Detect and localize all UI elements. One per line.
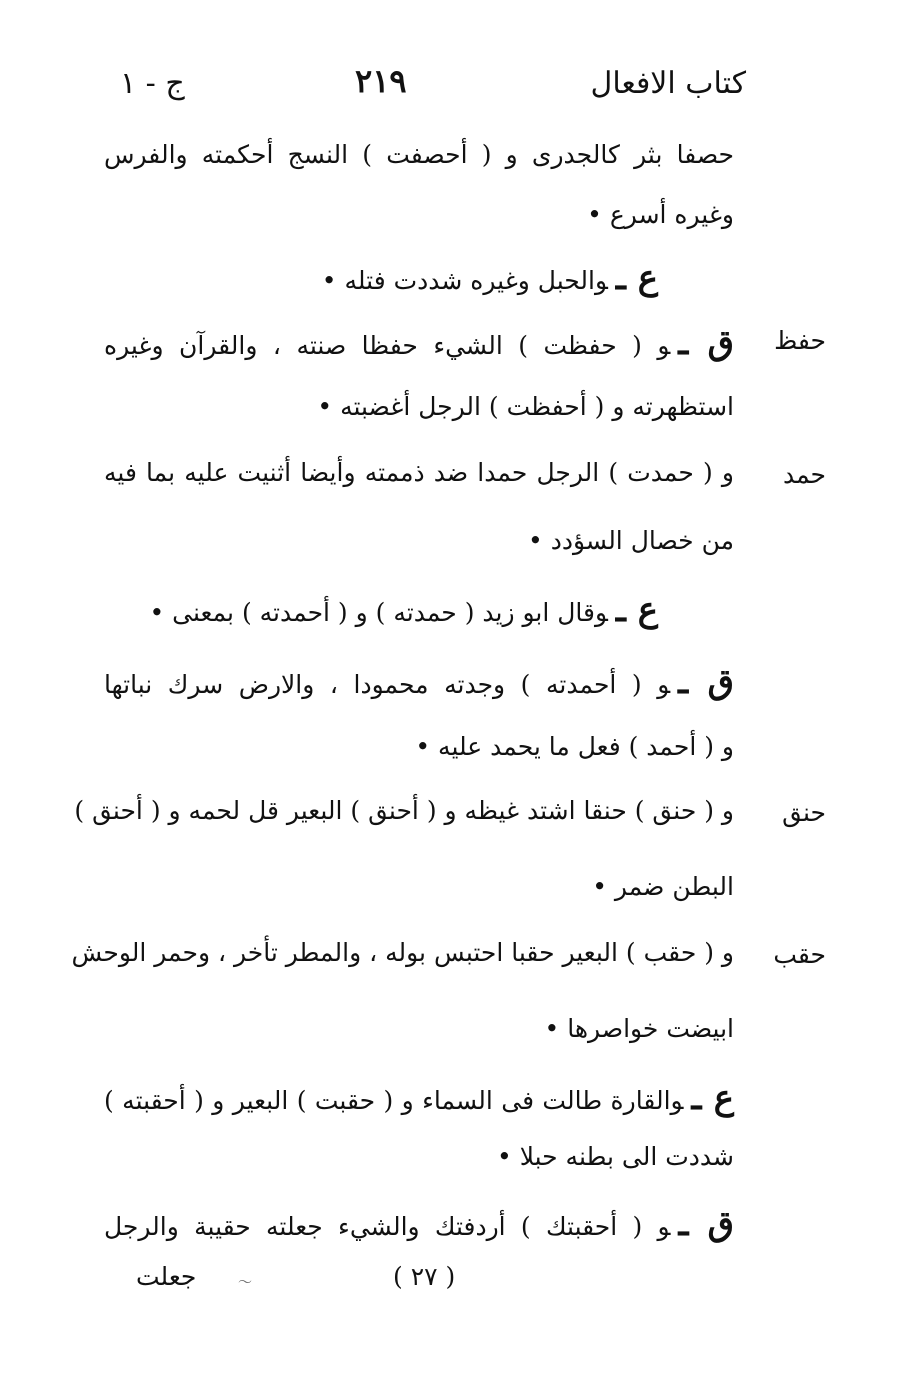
volume-number: ج - ١ xyxy=(120,66,185,101)
text-line-1: حصفا بثر كالجدرى و ( أحصفت ) النسج أحكمته والفرس xyxy=(104,140,734,169)
text-line-15: والقارة طالت فى السماء و ( حقبت ) البعير و ( أحقبته ) xyxy=(104,1086,684,1115)
text-line-16: شددت الى بطنه حبلا • xyxy=(497,1142,734,1171)
entry-qaf-line xyxy=(104,323,734,363)
text-line-12: البطن ضمر • xyxy=(592,872,734,901)
signature-number: ( ٢٧ ) xyxy=(393,1262,456,1291)
text-line-6: و ( حمدت ) الرجل حمدا ضد ذممته وأيضا أثنيت عليه بما فيه xyxy=(104,458,734,487)
ayn-marker: ع ـ xyxy=(615,258,658,298)
entry-qaf-line-3 xyxy=(104,1204,734,1244)
root-word-haqiba: حقب xyxy=(773,940,826,969)
text-line-8: وقال ابو زيد ( حمدته ) و ( أحمدته ) بمعنى • xyxy=(149,598,608,627)
text-line-2: وغيره أسرع • xyxy=(587,200,734,229)
page-number: ٢١٩ xyxy=(355,62,407,100)
text-line-13: و ( حقب ) البعير حقبا احتبس بوله ، والمطر تأخر ، وحمر الوحش xyxy=(71,938,734,967)
catchword: جعلت xyxy=(136,1262,197,1291)
entry-ayn-line-3 xyxy=(104,1078,734,1118)
qaf-marker: ق ـ xyxy=(678,323,734,363)
root-word-haniqa: حنق xyxy=(782,798,826,827)
root-word-hafiza: حفظ xyxy=(774,326,826,355)
qaf-marker: ق ـ xyxy=(678,662,734,702)
text-line-9: و ( أحمدته ) وجدته محمودا ، والارض سرك نباتها xyxy=(104,670,671,699)
root-word-hamida: حمد xyxy=(782,460,826,489)
text-line-17: و ( أحقبتك ) أردفتك والشيء جعلته حقيبة والرجل xyxy=(104,1212,671,1241)
entry-qaf-line-2 xyxy=(104,662,734,702)
text-line-14: ابيضت خواصرها • xyxy=(544,1014,734,1043)
ink-smudge: 〜 xyxy=(238,1275,252,1291)
text-line-5: استظهرته و ( أحفظت ) الرجل أغضبته • xyxy=(317,392,734,421)
entry-ayn-line xyxy=(322,258,658,298)
qaf-marker: ق ـ xyxy=(678,1204,735,1244)
text-line-10: و ( أحمد ) فعل ما يحمد عليه • xyxy=(415,732,734,761)
ayn-marker: ع ـ xyxy=(691,1078,735,1118)
ayn-marker: ع ـ xyxy=(615,590,658,630)
running-title: كتاب الافعال xyxy=(590,66,746,101)
text-line-7: من خصال السؤدد • xyxy=(528,526,734,555)
entry-ayn-line-2 xyxy=(149,590,658,630)
text-line-11: و ( حنق ) حنقا اشتد غيظه و ( أحنق ) البعير قل لحمه و ( أحنق ) xyxy=(74,796,734,825)
text-line-3: والحبل وغيره شددت فتله • xyxy=(321,266,608,295)
text-line-4: و ( حفظت ) الشيء حفظا صنته ، والقرآن وغيره xyxy=(104,331,671,360)
